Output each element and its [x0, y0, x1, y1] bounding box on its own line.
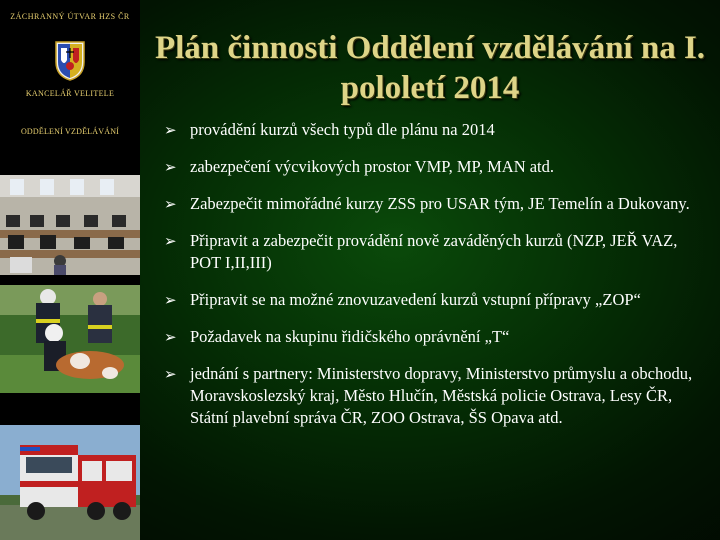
department-name: ODDĚLENÍ VZDĚLÁVÁNÍ [20, 127, 120, 136]
bullet-list [160, 119, 705, 444]
fire-rescue-emblem-icon [52, 38, 88, 82]
list-item [160, 289, 705, 311]
arrow-bullet-icon: ➢ [164, 158, 177, 176]
list-item-text: Zabezpečit mimořádné kurzy ZSS pro USAR tým, JE Temelín a Dukovany. [190, 194, 690, 213]
list-item [160, 326, 705, 348]
arrow-bullet-icon: ➢ [164, 232, 177, 250]
arrow-bullet-icon: ➢ [164, 195, 177, 213]
arrow-bullet-icon: ➢ [164, 121, 177, 139]
list-item [160, 119, 705, 141]
list-item [160, 156, 705, 178]
office-name: KANCELÁŘ VELITELE [25, 89, 115, 98]
arrow-bullet-icon: ➢ [164, 328, 177, 346]
classroom-photo [0, 175, 140, 275]
list-item-text: Připravit a zabezpečit provádění nově zaváděných kurzů (NZP, JEŘ VAZ, POT I,II,III) [190, 231, 678, 272]
page-title: Plán činnosti Oddělení vzdělávání na I. pololetí 2014 [154, 30, 706, 106]
org-name: ZÁCHRANNÝ ÚTVAR HZS ČR [10, 12, 130, 21]
list-item-text: Požadavek na skupinu řidičského oprávnění „T“ [190, 327, 510, 346]
sidebar [0, 0, 140, 540]
list-item [160, 193, 705, 215]
list-item-text: jednání s partnery: Ministerstvo dopravy, Ministerstvo průmyslu a obchodu, Moravskoslezský kraj, Město Hlučín, Městská policie Ostrava, Lesy ČR, Státní plavební správa ČR, ZOO Ostrava, ŠS Opava atd. [190, 364, 693, 427]
rescue-training-photo [0, 285, 140, 393]
list-item-text: Připravit se na možné znovuzavedení kurzů vstupní přípravy „ZOP“ [190, 290, 641, 309]
fire-truck-photo [0, 425, 140, 540]
arrow-bullet-icon: ➢ [164, 365, 177, 383]
list-item [160, 230, 705, 274]
arrow-bullet-icon: ➢ [164, 291, 177, 309]
list-item [160, 363, 705, 429]
list-item-text: zabezpečení výcvikových prostor VMP, MP, MAN atd. [190, 157, 555, 176]
list-item-text: provádění kurzů všech typů dle plánu na 2014 [190, 120, 495, 139]
